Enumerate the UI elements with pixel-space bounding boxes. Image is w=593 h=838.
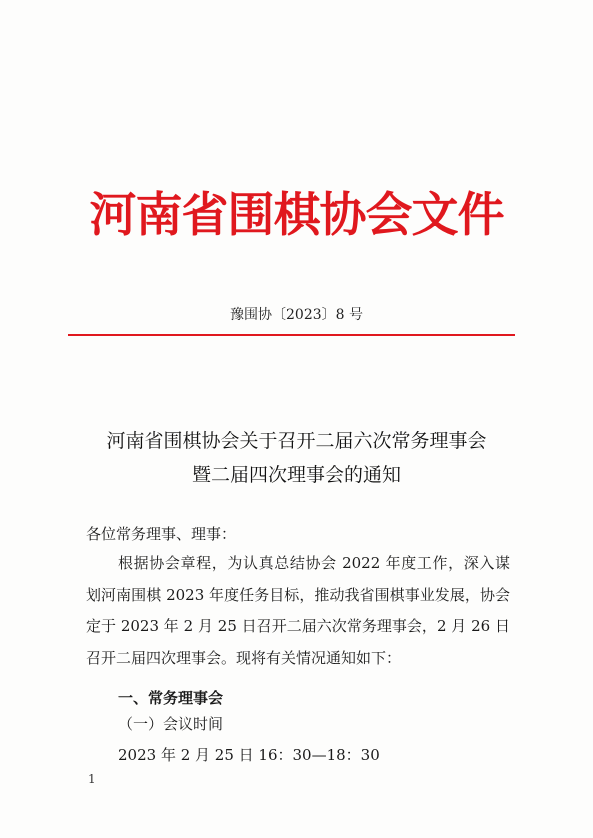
body-paragraph: 根据协会章程，为认真总结协会 2022 年度工作，深入谋划河南围棋 2023 年度任务目标，推动我省围棋事业发展，协会定于 2023 年 2 月 25 日召开二届六次常务理事会，2 月 26 日召开二届四次理事会。现将有关情况通知如下： <box>86 554 510 667</box>
salutation: 各位常务理事、理事： <box>86 525 237 543</box>
notice-title-line-2: 暨二届四次理事会的通知 <box>191 464 401 486</box>
subsection-heading-1: （一）会议时间 <box>118 715 224 733</box>
document-number: 豫围协〔2023〕8 号 <box>230 307 363 323</box>
document-header-title: 河南省围棋协会文件 <box>89 188 504 243</box>
meeting-time: 2023 年 2 月 25 日 16：30—18：30 <box>118 746 380 764</box>
notice-title-line-1: 河南省围棋协会关于召开二届六次常务理事会 <box>106 430 487 452</box>
section-heading-1: 一、常务理事会 <box>118 689 224 707</box>
page-number: 1 <box>88 772 96 786</box>
red-divider-line <box>68 334 515 336</box>
